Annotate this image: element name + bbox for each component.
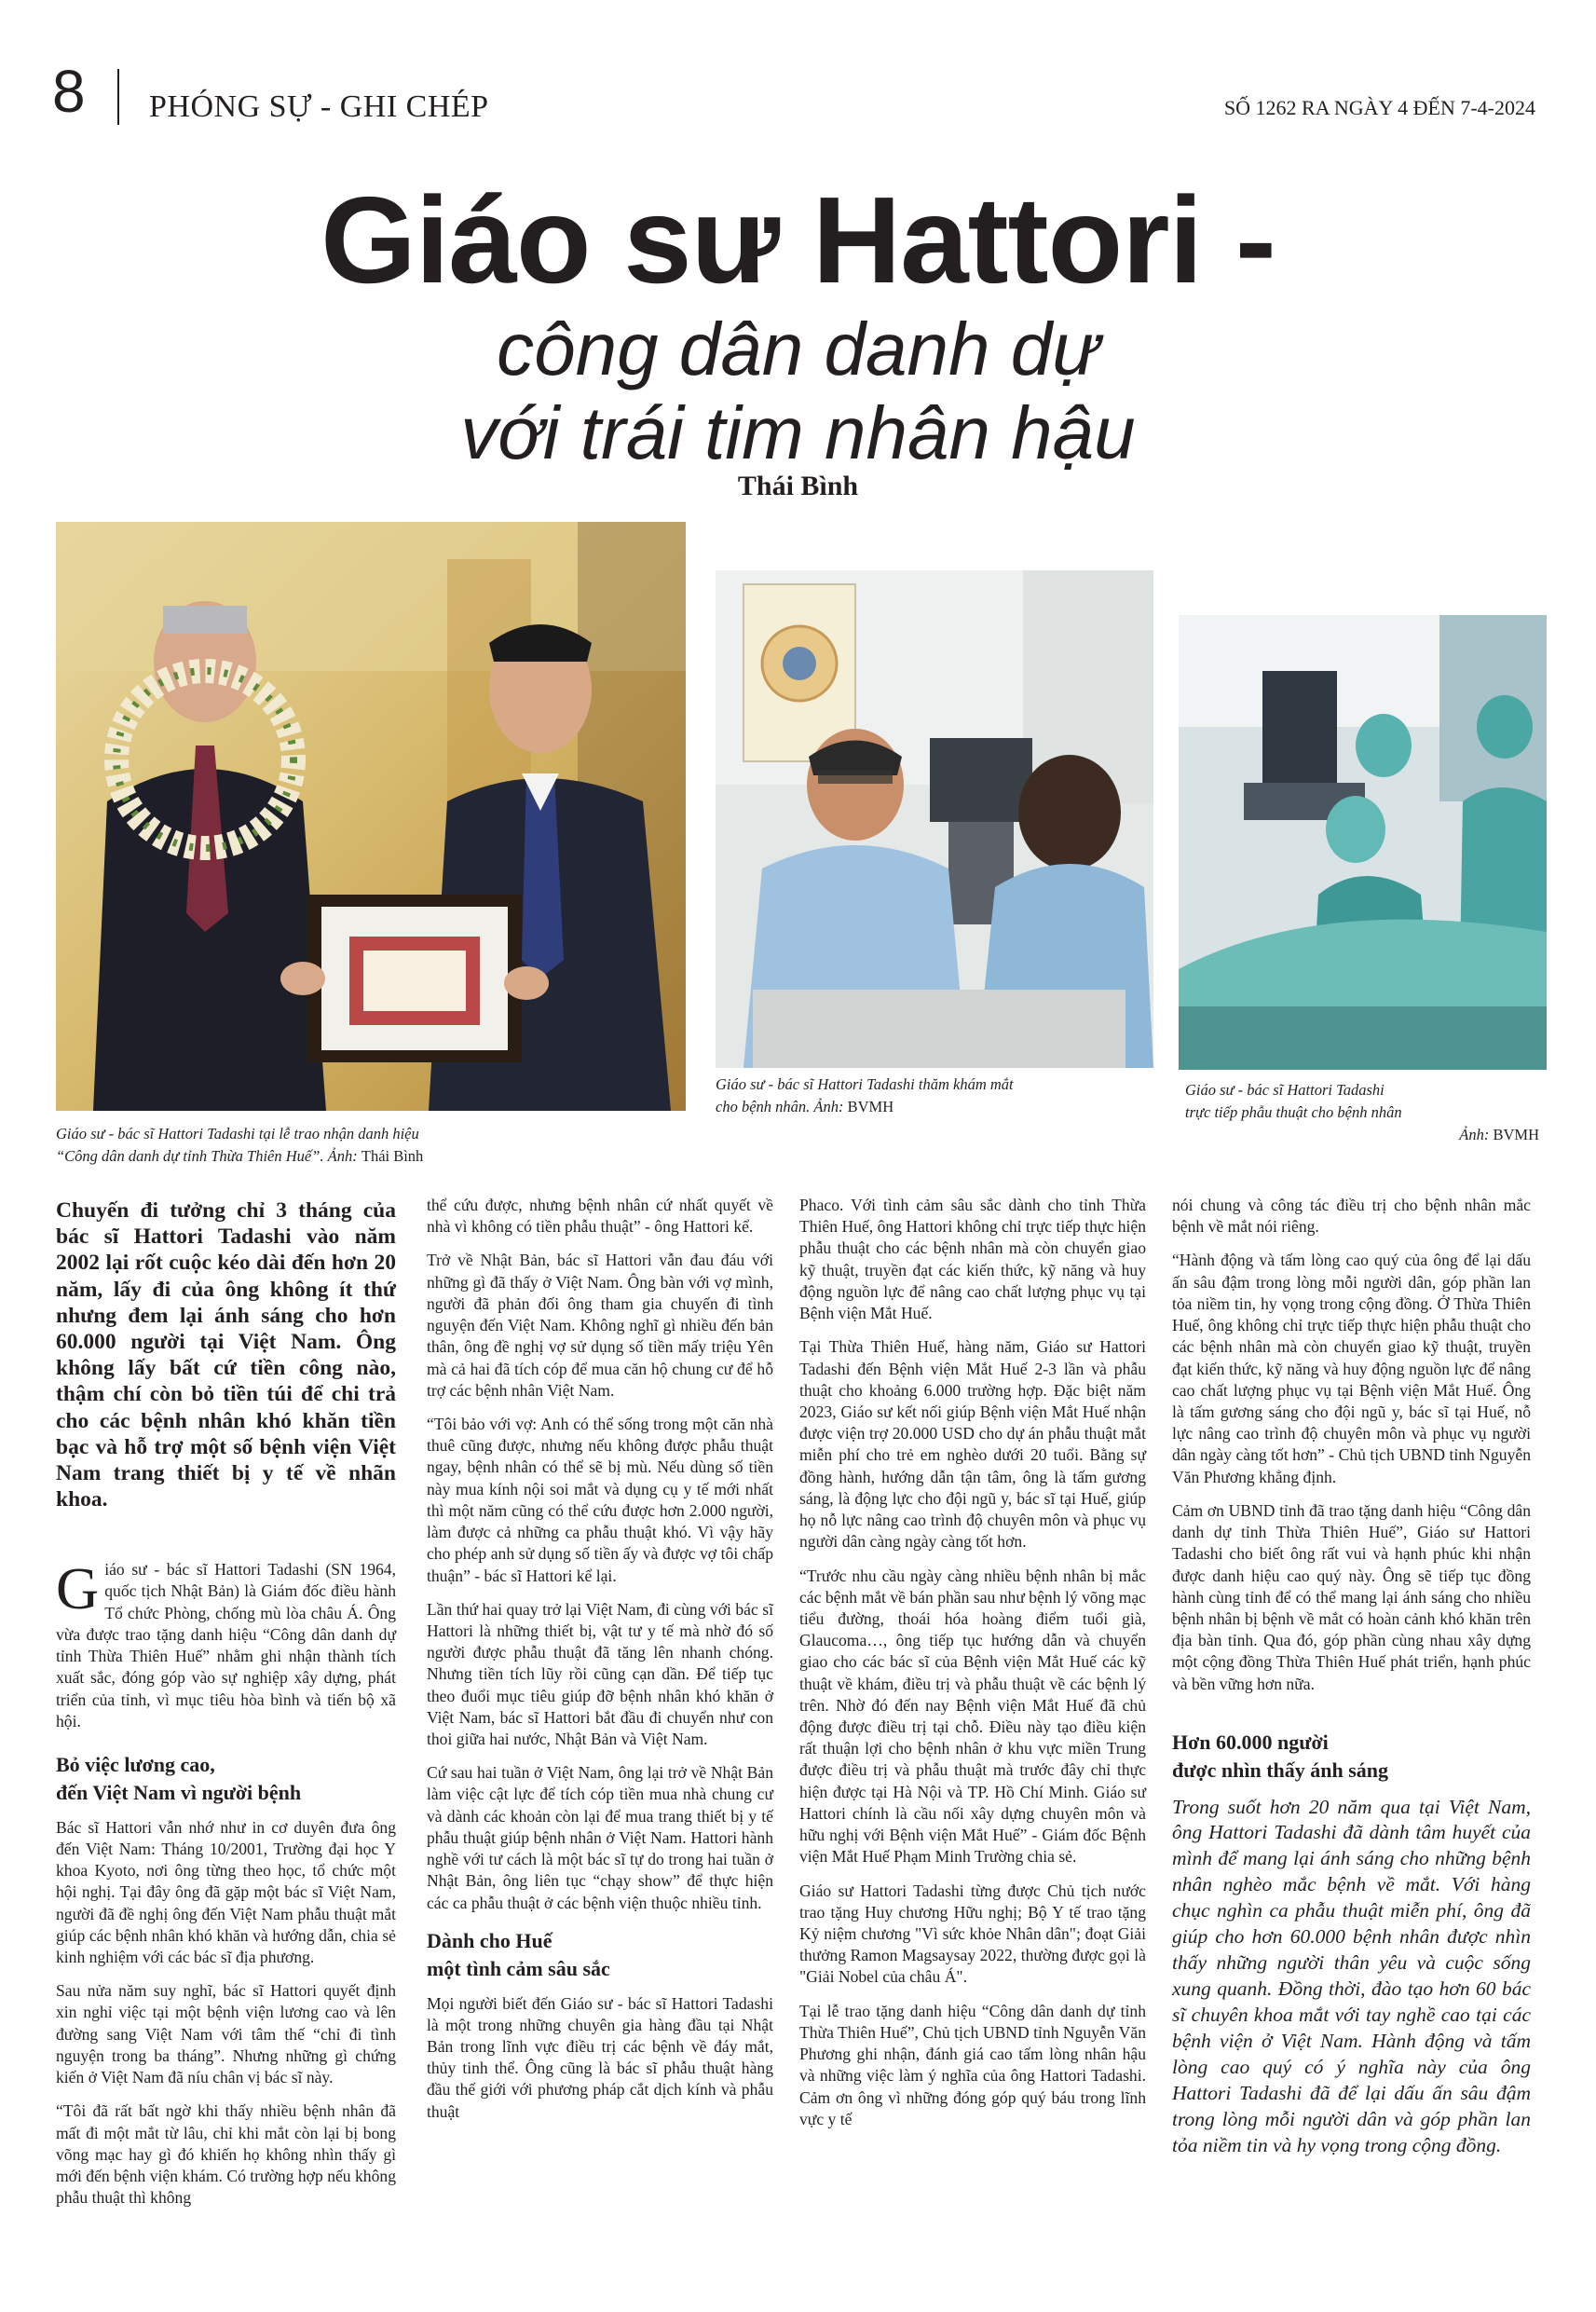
caption-exam-credit: BVMH (847, 1097, 894, 1115)
section-label: PHÓNG SỰ - GHI CHÉP (149, 89, 489, 124)
paragraph: nói chung và công tác điều trị cho bệnh nhân mắc bệnh về mắt nói riêng. (1172, 1196, 1531, 1237)
photo-eye-examination (716, 570, 1153, 1068)
paragraph: “Hành động và tấm lòng cao quý của ông để lại dấu ấn sâu đậm trong lòng mỗi người dân, góp phần lan tỏa niềm tin, hy vọng trong cộng đồng. Ở Thừa Thiên Huế, ông không chỉ trực tiếp thực hiện phẫu thuật cho các bệnh nhân mà còn chuyển giao kỹ thuật, truyền đạt kiến thức, kỹ năng và huy động nguồn lực để nâng cao chất lượng phục vụ tại Bệnh viện Mắt Huế. Ông là tấm gương sáng cho đội ngũ y, bác sĩ tại Huế, nỗ lực nâng cao trình độ chuyên môn và phục vụ người dân ngày càng tốt hơn” - Chủ tịch UBND tỉnh Nguyễn Văn Phương khẳng định. (1172, 1251, 1531, 1486)
paragraph: “Tôi bảo với vợ: Anh có thể sống trong một căn nhà thuê cũng được, nhưng nếu không được phẫu thuật ngay, bệnh nhân có thể sẽ bị mù. Nếu dùng số tiền này mua kính nội soi mắt và dụng cụ y tế mới nhất thì một năm cũng có thể cứu được hơn 2.000 người, làm được cả những ca phẫu thuật khó. Vì vậy hãy cho phép anh sử dụng số tiền ấy và được vợ tôi chấp thuận” - bác sĩ Hattori kể lại. (427, 1414, 773, 1585)
paragraph: Tại Thừa Thiên Huế, hàng năm, Giáo sư Hattori Tadashi đến Bệnh viện Mắt Huế 2-3 lần và phẫu thuật cho khoảng 6.000 trường hợp. Đặc biệt năm 2023, Giáo sư kết nối giúp Bệnh viện Mắt Huế nhận được viện trợ 20.000 USD cho dự án phẫu thuật mắt miễn phí cho trẻ em nghèo dưới 20 tuổi. Bằng sự đồng hành, hướng dẫn tận tâm, ông là tấm gương sáng, là động lực cho đội ngũ y, bác sĩ tại Huế, giúp họ nỗ lực nâng cao trình độ chuyên môn và phục vụ người dân càng ngày càng tốt hơn. (799, 1337, 1146, 1552)
caption-exam-line-2 (716, 1096, 1163, 1118)
subtitle-line-2: với trái tim nhân hậu (460, 391, 1136, 475)
paragraph: Tại lễ trao tặng danh hiệu “Công dân danh dự tỉnh Thừa Thiên Huế”, Chủ tịch UBND tỉnh Nguyễn Văn Phương ghi nhận, đánh giá cao tấm lòng nhân hậu và những việc làm ý nghĩa của ông Hattori Tadashi. Cảm ơn ông vì những đóng góp quý báu trong lĩnh vực y tế (799, 2001, 1146, 2128)
caption-award-ceremony (56, 1123, 699, 1168)
caption-eye-examination (716, 1074, 1163, 1118)
subheading-3 (1172, 1729, 1531, 1785)
byline: Thái Bình (737, 471, 859, 501)
paragraph: Cảm ơn UBND tỉnh đã trao tặng danh hiệu “Công dân danh dự tỉnh Thừa Thiên Huế”, Giáo sư Hattori Tadashi cho biết ông rất vui và hạnh phúc khi nhận được danh hiệu cao quý này. Ông sẽ tiếp tục đồng hành cùng tỉnh để có thể mang lại ánh sáng cho nhiều bệnh nhân bị bệnh về mắt có hoàn cảnh khó khăn trên địa bàn tỉnh. Qua đó, góp phần cùng nhau xây dựng một cộng đồng Thừa Thiên Huế phát triển, hạnh phúc và bền vững hơn nữa. (1172, 1500, 1531, 1693)
caption-surgery (1185, 1079, 1539, 1146)
caption-exam-line-1: Giáo sư - bác sĩ Hattori Tadashi thăm khám mắt (716, 1075, 1014, 1093)
paragraph: Lần thứ hai quay trở lại Việt Nam, đi cùng với bác sĩ Hattori là những thiết bị, vật tư y tế mà nhờ đó số người được phẫu thuật đã tăng lên nhanh chóng. Nhưng tiền tích lũy rồi cũng cạn dần. Để tiếp tục theo đuổi mục tiêu giúp đỡ bệnh nhân khó khăn ở Việt Nam, bác sĩ Hattori bắt đầu đi chuyển như con thoi giữa hai nước, Nhật Bản và Việt Nam. (427, 1599, 773, 1749)
subheading-2-line-2: một tình cảm sâu sắc (427, 1957, 610, 1981)
caption-surgery-credit-label: Ảnh: (1459, 1125, 1494, 1143)
paragraph: thể cứu được, nhưng bệnh nhân cứ nhất quyết về nhà vì không có tiền phẫu thuật” - ông Hattori kể. (427, 1196, 773, 1237)
caption-surgery-line-1: Giáo sư - bác sĩ Hattori Tadashi (1185, 1081, 1385, 1099)
caption-award-text: “Công dân danh dự tỉnh Thừa Thiên Huế”. Ảnh: (56, 1146, 361, 1165)
column-3 (799, 1195, 1146, 2142)
headline-subtitle (0, 308, 1596, 476)
caption-surgery-line-2: trực tiếp phẫu thuật cho bệnh nhân (1185, 1102, 1402, 1121)
column-1 (56, 1197, 396, 2221)
column-2 (427, 1195, 773, 2135)
caption-exam-text: cho bệnh nhân. Ảnh: (716, 1097, 848, 1115)
caption-surgery-credit: BVMH (1493, 1125, 1539, 1143)
paragraph: Mọi người biết đến Giáo sư - bác sĩ Hattori Tadashi là một trong những chuyên gia hàng đầu tại Nhật Bản trong lĩnh vực điều trị các bệnh về đáy mắt, thủy tinh thể. Ông cũng là bác sĩ phẫu thuật hàng đầu thế giới với phương pháp cắt dịch kính và phẫu thuật (427, 1993, 773, 2121)
intro-paragraph (56, 1555, 396, 1732)
intro-block (56, 1555, 396, 1732)
header-divider (117, 69, 119, 125)
caption-award-line-1: Giáo sư - bác sĩ Hattori Tadashi tại lễ trao nhận danh hiệu (56, 1125, 419, 1142)
lead-paragraph: Chuyến đi tưởng chỉ 3 tháng của bác sĩ Hattori Tadashi vào năm 2002 lại rốt cuộc kéo dài đến hơn 20 năm, lấy đi của ông không ít thứ nhưng đem lại ánh sáng cho hơn 60.000 người tại Việt Nam. Ông không lấy bất cứ tiền công nào, thậm chí còn bỏ tiền túi để chi trả cho các bệnh nhân khó khăn tiền bạc và hỗ trợ một số bệnh viện Việt Nam trang thiết bị y tế về nhãn khoa. (56, 1198, 396, 1512)
subheading-3-line-2: được nhìn thấy ánh sáng (1172, 1758, 1389, 1783)
photo-award-ceremony-image (56, 522, 686, 1111)
subheading-1 (56, 1751, 396, 1808)
caption-award-line-2 (56, 1145, 699, 1168)
column-1-body (56, 1817, 396, 2209)
column-4 (1172, 1195, 1531, 2159)
caption-surgery-line-3 (1185, 1124, 1539, 1146)
subheading-1-line-2: đến Việt Nam vì người bệnh (56, 1781, 302, 1805)
subheading-2 (427, 1927, 773, 1984)
caption-award-credit: Thái Bình (361, 1146, 424, 1165)
drop-cap: G (56, 1555, 100, 1622)
headline: Giáo sư Hattori - (321, 171, 1275, 308)
subheading-3-line-1: Hơn 60.000 người (1172, 1730, 1329, 1754)
paragraph: Trở về Nhật Bản, bác sĩ Hattori vẫn đau đáu với những gì đã thấy ở Việt Nam. Ông bàn với vợ mình, người đã phản đối ông tham gia chuyến đi tình nguyện đến Việt Nam. Không nghĩ gì nhiều đến bản thân, ông đề nghị vợ sử dụng số tiền mấy triệu Yên mà cả hai đã tích cóp để mua căn hộ chung cư để hỗ trợ các bệnh nhân Việt Nam. (427, 1251, 773, 1400)
paragraph: Cứ sau hai tuần ở Việt Nam, ông lại trở về Nhật Bản làm việc cật lực để tích cóp tiền mua nhà chung cư và dành các khoản còn lại để mua trang thiết bị y tế phẫu thuật giúp bệnh nhân ở Việt Nam. Hattori hành nghề với tư cách là một bác sĩ tự do trong hai tuần ở Nhật Bản, ông liên tục “chạy show” để thực hiện các ca phẫu thuật ở các bệnh viện thuộc nhiều tỉnh. (427, 1763, 773, 1912)
paragraph: Giáo sư Hattori Tadashi từng được Chủ tịch nước trao tặng Huy chương Hữu nghị; Bộ Y tế trao tặng Kỷ niệm chương "Vì sức khỏe Nhân dân"; đoạt Giải thưởng Ramon Magsaysay 2022, thường được gọi là "Giải Nobel của châu Á". (799, 1881, 1146, 1987)
paragraph: Sau nửa năm suy nghĩ, bác sĩ Hattori quyết định xin nghỉ việc tại một bệnh viện lương cao và lên đường sang Việt Nam với tâm thế “chỉ đi tình nguyện trong ba tháng”. Nhưng những gì chứng kiến ở Việt Nam đã níu chân vị bác sĩ này. (56, 1981, 396, 2087)
photo-eye-examination-image (716, 570, 1153, 1068)
photo-award-ceremony (56, 522, 686, 1111)
subtitle-line-1: công dân danh dự (497, 308, 1099, 390)
subheading-1-line-1: Bỏ việc lương cao, (56, 1753, 215, 1776)
highlight-paragraph: Trong suốt hơn 20 năm qua tại Việt Nam, ông Hattori Tadashi đã dành tâm huyết của mình để mang lại ánh sáng cho những bệnh nhân nghèo mắc bệnh về mắt. Với hàng chục nghìn ca phẫu thuật miễn phí, ông đã giúp cho hơn 60.000 bệnh nhân được nhìn thấy những người thân yêu và cuộc sống xung quanh. Đồng thời, đào tạo hơn 60 bác sĩ chuyên khoa mắt với tay nghề cao tại các bệnh viện ở Việt Nam. Hành động và tấm lòng cao quý có ý nghĩa này của ông Hattori Tadashi đã để lại dấu ấn sâu đậm trong lòng mỗi người dân và góp phần lan tỏa niềm tin và hy vọng trong cộng đồng. (1172, 1795, 1531, 2156)
paragraph: Phaco. Với tình cảm sâu sắc dành cho tỉnh Thừa Thiên Huế, ông Hattori không chỉ trực tiếp thực hiện phẫu thuật cho các bệnh nhân mà còn chuyển giao kỹ thuật, truyền đạt các kiến thức, kỹ năng và huy động nguồn lực để nâng cao chất lượng phục vụ tại Bệnh viện Mắt Huế. (799, 1196, 1146, 1323)
issue-date: SỐ 1262 RA NGÀY 4 ĐẾN 7-4-2024 (1223, 96, 1535, 119)
paragraph: “Trước nhu cầu ngày càng nhiều bệnh nhân bị mắc các bệnh mắt về bán phần sau như bệnh lý võng mạc tiểu đường, thoái hóa hoàng điểm tuổi già, Glaucoma…, ông tiếp tục hướng dẫn và chuyển giao cho các bác sĩ của Bệnh viện Mắt Huế các kỹ thuật về khám, điều trị và phẫu thuật về các bệnh lý trên. Nhờ đó đến nay Bệnh viện Mắt Huế đã chủ động được điều trị tại chỗ. Điều này tạo điều kiện rất thuận lợi cho bệnh nhân ở khu vực miền Trung được điều trị và phẫu thuật mà trước đây chỉ thực hiện được tại Hà Nội và TP. Hồ Chí Minh. Giáo sư Hattori chính là cầu nối xây dựng chuyên môn và hữu nghị với Bệnh viện Mắt Huế” - Giám đốc Bệnh viện Mắt Huế Phạm Minh Trường chia sẻ. (799, 1566, 1146, 1867)
photo-surgery-image (1179, 615, 1547, 1070)
page-number: 8 (52, 58, 86, 125)
intro-text: iáo sư - bác sĩ Hattori Tadashi (SN 1964, quốc tịch Nhật Bản) là Giám đốc điều hành Tổ chức Phòng, chống mù lòa châu Á. Ông vừa được trao tặng danh hiệu “Công dân danh dự tỉnh Thừa Thiên Huế” nhằm ghi nhận thành tích xuất sắc, đóng góp vào sự nghiệp xây dựng, phát triển của tỉnh, vì mục tiêu hòa bình và tiến bộ xã hội. (56, 1560, 396, 1731)
subheading-2-line-1: Dành cho Huế (427, 1928, 552, 1952)
paragraph: Bác sĩ Hattori vẫn nhớ như in cơ duyên đưa ông đến Việt Nam: Tháng 10/2001, Trường đại học Y khoa Kyoto, nơi ông từng theo học, tổ chức một hội nghị. Tại đây ông đã gặp một bác sĩ Việt Nam, người đã đề nghị ông đến Việt Nam phẫu thuật mắt giúp các bệnh nhân khó khăn và hướng dẫn, chia sẻ kinh nghiệm với các bác sĩ địa phương. (56, 1817, 396, 1967)
paragraph: “Tôi đã rất bất ngờ khi thấy nhiều bệnh nhân đã mất đi một mắt từ lâu, chỉ khi mắt còn lại bị bong võng mạc hay gì đó khiến họ không nhìn thấy gì mới đến bệnh viện khám. Có trường hợp nếu không phẫu thuật thì không (56, 2101, 396, 2208)
photo-surgery (1179, 615, 1547, 1070)
